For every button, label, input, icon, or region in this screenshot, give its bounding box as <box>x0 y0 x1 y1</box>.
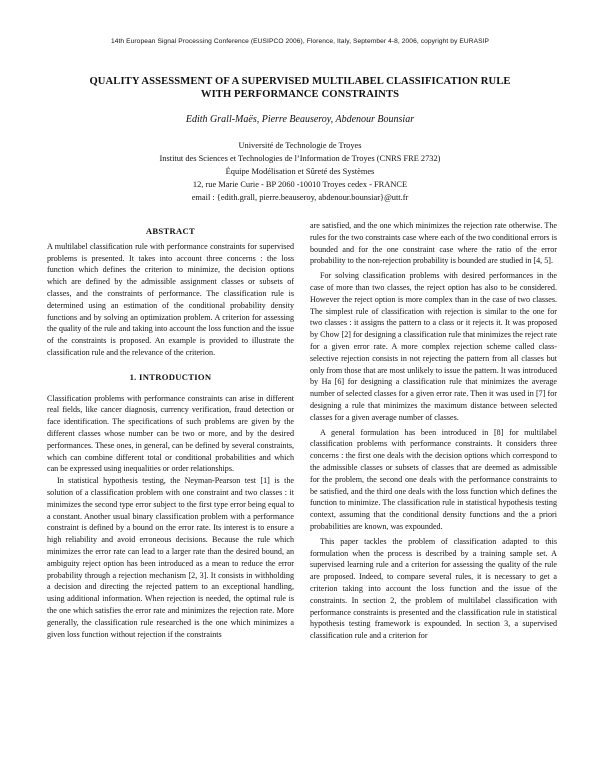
affiliation-line: Équipe Modélisation et Sûreté des Systèmes <box>225 166 375 176</box>
title-line-2: WITH PERFORMANCE CONSTRAINTS <box>200 88 400 100</box>
email-line: email : {edith.grall, pierre.beauseroy, abdenour.bounsiar}@utt.fr <box>191 192 409 202</box>
introduction-heading: 1. INTRODUCTION <box>129 371 212 382</box>
body-paragraph: A general formulation has been introduced in [8] for multilabel classification problems with performance constraints. It considers three concerns : the first one deals with the decision options which correspond to the admissible classes or subsets of classes that are deemed as admissible for the problem, the second one deals with the performance constraints to be satisfied, and the third one deals with the loss function which defines the function to minimize. The classification rule in statistical hypothesis testing context, assuming that the conditional density functions and the a priori probabilities are known, was expounded. <box>310 427 557 531</box>
affiliation-line: Université de Technologie de Troyes <box>238 141 362 150</box>
body-paragraph: For solving classification problems with desired performances in the case of more than two classes, the reject option has also to be considered. However the reject option is more complex than in the case of two classes. The simplest rule of classification with rejection is similar to the one for two classes : it assigns the pattern to a class or it rejects it. It was proposed by Chow [2] for designing a classification rule that minimizes the reject rate for a given error rate. A more complex rejection scheme called class-selective rejection consists in not rejecting the pattern from all classes but only from those that are most unlikely to issue the pattern. It was introduced by Ha [6] for designing a classification rule that minimizes the average number of selected classes for a given error rate. Then it was used in [7] for designing a rule that minimizes the maximum distance between selected classes for a given average number of classes. <box>310 271 557 422</box>
affiliation-line: 12, rue Marie Curie - BP 2060 -10010 Troyes cedex - FRANCE <box>192 179 408 189</box>
body-paragraph: This paper tackles the problem of classification adapted to this formulation when the process is described by a training sample set. A supervised learning rule and a criterion for assessing the quality of the rule are proposed. Indeed, to compare several rules, it is necessary to get a criterion taking into account the loss function and the issue of the constraints. In section 2, the problem of multilabel classification with performance constraints is presented and the classification rule in statistical hypothesis testing framework is expounded. In section 3, a supervised classification rule and a criterion for <box>310 536 557 641</box>
title-line-1: QUALITY ASSESSMENT OF A SUPERVISED MULTILABEL CLASSIFICATION RULE <box>89 76 511 87</box>
intro-paragraph: In statistical hypothesis testing, the Neyman-Pearson test [1] is the solution of a classification problem with one constraint and two classes : it minimizes the second type error subject to the first type error being equal to a constant. Another usual binary classification problem with a performance constraint is defined by a bound on the error rate. Its interest is to ensure a high reliability and avoid erroneous decisions. Because the rule which minimizes the error rate can lead to a larger rate than the desired bound, an ambiguity reject option has been introduced as a mean to reduce the error probability through a rejection mechanism [2, 3]. It consists in withholding a decision and directing the rejected pattern to an exceptional handling, using additional information. When rejection is needed, the optimal rule is the one which satisfies the error rate and minimizes the rejection rate. More generally, the classification rule researched is the one which minimizes a given loss function without rejection if the constraints <box>47 476 294 639</box>
conference-header: 14th European Signal Processing Conference (EUSIPCO 2006), Florence, Italy, September 4-8, 2006, copyright by EURASIP <box>110 38 490 45</box>
affiliation-line: Institut des Sciences et Technologies de l’Information de Troyes (CNRS FRE 2732) <box>159 153 441 163</box>
intro-paragraph: Classification problems with performance constraints can arise in different real fields, like cancer diagnosis, currency verification, fraud detection or face identification. The specifications of such problems are given by the different classes whose number can be two or more, and by the desired performances. These ones, in general, can be defined by several constraints, which can combine different total or conditional probabilities and which can be expressed using inequalities or order relationships. <box>47 393 294 474</box>
body-paragraph: are satisfied, and the one which minimizes the rejection rate otherwise. The rules for the two constraints case where each of the two conditional errors is bounded and for the one constraint case where the ratio of the error probability to the non-rejection probability is bounded are studied in [4, 5]. <box>310 221 557 266</box>
right-column <box>310 220 557 642</box>
paper-title <box>40 76 560 101</box>
abstract-text: A multilabel classification rule with performance constraints for supervised problems is presented. It takes into account three concerns : the loss function which defines the criterion to minimize, the decision options which are defined by the admissible assignment classes or subsets of classes, and the constraints of performance. The classification rule is determined using an estimation of the conditional probability density functions and by solving an optimization problem. A criterion for assessing the quality of the rule and taking into account the loss function and the issue of the constraints is proposed. An example is provided to illustrate the classification rule and the relevance of the criterion. <box>47 241 294 357</box>
affiliation-block <box>40 140 560 205</box>
left-column <box>47 226 294 640</box>
authors: Edith Grall-Maës, Pierre Beauseroy, Abdenour Bounsiar <box>185 114 415 125</box>
abstract-heading: ABSTRACT <box>145 226 196 236</box>
